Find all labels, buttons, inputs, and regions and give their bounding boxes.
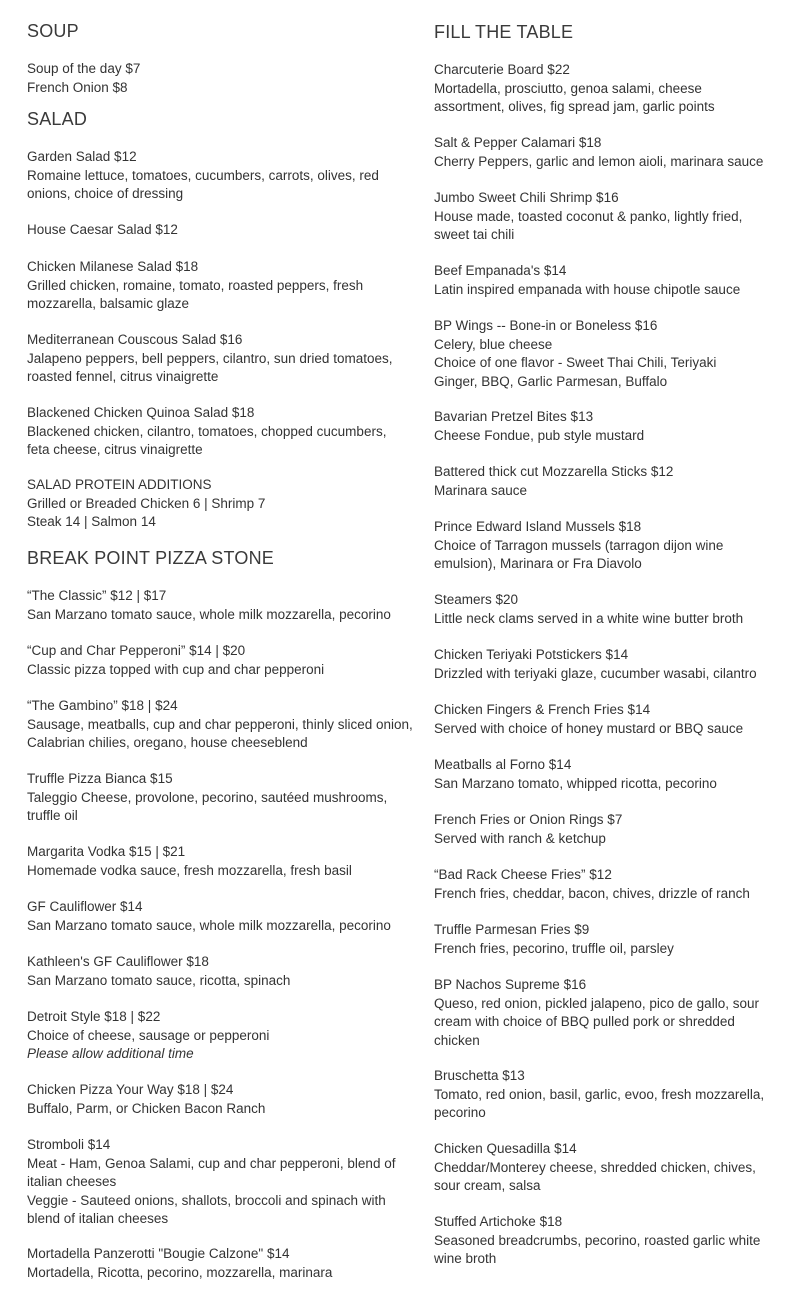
item-description: Veggie - Sauteed onions, shallots, broccoli and spinach with	[27, 1192, 386, 1208]
menu-item-battered-thick-cut-mozzarella-sticks-12	[434, 463, 784, 500]
item-name: BP Wings -- Bone-in or Boneless $16	[434, 318, 658, 333]
item-name: Soup of the day $7	[27, 61, 141, 76]
item-name: “Cup and Char Pepperoni” $14 | $20	[27, 643, 246, 658]
item-description: Blackened chicken, cilantro, tomatoes, chopped cucumbers,	[27, 423, 387, 439]
item-description: Cheese Fondue, pub style mustard	[434, 427, 645, 443]
menu-item-house-caesar-salad-12	[27, 221, 422, 240]
item-name: Chicken Quesadilla $14	[434, 1141, 577, 1156]
menu-item-garden-salad-12	[27, 148, 422, 204]
menu-item-the-gambino-18-24	[27, 697, 422, 753]
item-description: feta cheese, citrus vinaigrette	[27, 442, 203, 457]
item-name: Battered thick cut Mozzarella Sticks $12	[434, 464, 674, 479]
item-description: chicken	[434, 1032, 480, 1048]
item-description: Calabrian chilies, oregano, house cheeseblend	[27, 735, 308, 750]
menu-item-detroit-style-18-22	[27, 1008, 422, 1064]
item-name: Mortadella Panzerotti "Bougie Calzone" $14	[27, 1246, 290, 1261]
menu-item-kathleen-s-gf-cauliflower-18	[27, 953, 422, 990]
item-description: roasted fennel, citrus vinaigrette	[27, 369, 219, 384]
item-description: sweet tai chili	[434, 227, 515, 242]
item-name: Steamers $20	[434, 592, 519, 607]
menu-item-bp-nachos-supreme-16	[434, 976, 784, 1050]
item-name: “The Classic” $12 | $17	[27, 588, 167, 603]
menu-item-charcuterie-board-22	[434, 61, 784, 117]
item-description: Cheddar/Monterey cheese, shredded chicken, chives,	[434, 1159, 756, 1175]
item-note: Please allow additional time	[27, 1046, 194, 1061]
menu-item-salad-protein-additions	[27, 476, 422, 532]
menu-item-truffle-pizza-bianca-15	[27, 770, 422, 826]
item-name: Bavarian Pretzel Bites $13	[434, 409, 594, 424]
menu-item-stuffed-artichoke-18	[434, 1213, 784, 1269]
item-name: Truffle Parmesan Fries $9	[434, 922, 590, 937]
item-description: French fries, pecorino, truffle oil, parsley	[434, 940, 674, 956]
section-title-pizza: BREAK POINT PIZZA STONE	[27, 548, 274, 568]
menu-item-prince-edward-island-mussels-18	[434, 518, 784, 574]
item-name: “The Gambino” $18 | $24	[27, 698, 178, 713]
item-description: Marinara sauce	[434, 482, 528, 498]
item-description: Steak 14 | Salmon 14	[27, 514, 156, 529]
item-description: French fries, cheddar, bacon, chives, drizzle of ranch	[434, 885, 750, 901]
menu-item-chicken-teriyaki-potstickers-14	[434, 646, 784, 683]
menu-item-the-classic-12-17	[27, 587, 422, 624]
item-name: Chicken Pizza Your Way $18 | $24	[27, 1082, 234, 1097]
item-name: French Fries or Onion Rings $7	[434, 812, 623, 827]
section-title-soup: SOUP	[27, 21, 79, 41]
menu-item-chicken-milanese-salad-18	[27, 258, 422, 314]
menu-item-soup-of-the-day-7	[27, 60, 422, 97]
item-description: Homemade vodka sauce, fresh mozzarella, fresh basil	[27, 862, 352, 878]
item-description: Buffalo, Parm, or Chicken Bacon Ranch	[27, 1100, 266, 1116]
item-name: Stuffed Artichoke $18	[434, 1214, 563, 1229]
item-description: House made, toasted coconut & panko, lightly fried,	[434, 208, 743, 224]
menu-item-chicken-fingers-french-fries-14	[434, 701, 784, 738]
item-name: Chicken Teriyaki Potstickers $14	[434, 647, 629, 662]
item-name: Margarita Vodka $15 | $21	[27, 844, 186, 859]
item-description: Celery, blue cheese	[434, 336, 553, 352]
item-description: Little neck clams served in a white wine butter broth	[434, 610, 744, 626]
item-name: Chicken Milanese Salad $18	[27, 259, 199, 274]
item-description: Ginger, BBQ, Garlic Parmesan, Buffalo	[434, 373, 668, 389]
item-description: truffle oil	[27, 808, 78, 823]
item-description: Mortadella, prosciutto, genoa salami, cheese	[434, 80, 702, 96]
item-description: Cherry Peppers, garlic and lemon aioli, marinara sauce	[434, 153, 764, 169]
item-description: wine broth	[434, 1251, 497, 1266]
menu-item-blackened-chicken-quinoa-salad-18	[27, 404, 422, 460]
item-description: Tomato, red onion, basil, garlic, evoo, fresh mozzarella,	[434, 1086, 765, 1102]
item-description: cream with choice of BBQ pulled pork or shredded	[434, 1014, 735, 1029]
item-name: GF Cauliflower $14	[27, 899, 143, 914]
item-description: Choice of Tarragon mussels (tarragon dijon wine	[434, 537, 724, 553]
item-name: Prince Edward Island Mussels $18	[434, 519, 642, 534]
item-name: SALAD PROTEIN ADDITIONS	[27, 477, 212, 492]
menu-item-jumbo-sweet-chili-shrimp-16	[434, 189, 784, 245]
menu-item-salt-pepper-calamari-18	[434, 134, 784, 171]
item-description: sour cream, salsa	[434, 1178, 541, 1193]
menu-item-bavarian-pretzel-bites-13	[434, 408, 784, 445]
menu-item-french-fries-or-onion-rings-7	[434, 811, 784, 848]
item-description: pecorino	[434, 1105, 486, 1120]
item-name: Salt & Pepper Calamari $18	[434, 135, 602, 150]
menu-item-chicken-quesadilla-14	[434, 1140, 784, 1196]
item-name: “Bad Rack Cheese Fries” $12	[434, 867, 612, 882]
item-description: French Onion $8	[27, 79, 128, 95]
item-description: Seasoned breadcrumbs, pecorino, roasted garlic white	[434, 1232, 761, 1248]
item-name: Blackened Chicken Quinoa Salad $18	[27, 405, 255, 420]
item-description: San Marzano tomato sauce, ricotta, spinach	[27, 972, 291, 988]
menu-item-beef-empanada-s-14	[434, 262, 784, 299]
menu-item-steamers-20	[434, 591, 784, 628]
section-title-fill: FILL THE TABLE	[434, 22, 574, 42]
menu-item-bp-wings-bone-in-or-boneless-16	[434, 317, 784, 391]
item-description: San Marzano tomato sauce, whole milk mozzarella, pecorino	[27, 917, 391, 933]
item-description: Drizzled with teriyaki glaze, cucumber wasabi, cilantro	[434, 665, 757, 681]
item-name: Chicken Fingers & French Fries $14	[434, 702, 651, 717]
item-name: Garden Salad $12	[27, 149, 137, 164]
item-name: Stromboli $14	[27, 1137, 111, 1152]
menu-item-chicken-pizza-your-way-18-24	[27, 1081, 422, 1118]
item-description: Grilled or Breaded Chicken 6 | Shrimp 7	[27, 495, 266, 511]
item-description: Served with choice of honey mustard or BBQ sauce	[434, 720, 744, 736]
item-description: Choice of one flavor - Sweet Thai Chili, Teriyaki	[434, 355, 717, 370]
item-description: Classic pizza topped with cup and char pepperoni	[27, 661, 325, 677]
item-description: Sausage, meatballs, cup and char pepperoni, thinly sliced onion,	[27, 716, 413, 732]
menu-item-bruschetta-13	[434, 1067, 784, 1123]
menu-item-cup-and-char-pepperoni-14-20	[27, 642, 422, 679]
item-description: Queso, red onion, pickled jalapeno, pico de gallo, sour	[434, 995, 759, 1011]
section-title-salad: SALAD	[27, 109, 88, 129]
menu-item-margarita-vodka-15-21	[27, 843, 422, 880]
item-description: Mortadella, Ricotta, pecorino, mozzarella, marinara	[27, 1264, 333, 1280]
item-name: Jumbo Sweet Chili Shrimp $16	[434, 190, 619, 205]
item-description: Taleggio Cheese, provolone, pecorino, sautéed mushrooms,	[27, 789, 388, 805]
item-name: Charcuterie Board $22	[434, 62, 570, 77]
item-name: Beef Empanada's $14	[434, 263, 567, 278]
item-name: BP Nachos Supreme $16	[434, 977, 587, 992]
menu-item-mortadella-panzerotti-bougie-calzone-14	[27, 1245, 422, 1282]
item-description: assortment, olives, fig spread jam, garlic points	[434, 99, 715, 114]
menu-item-meatballs-al-forno-14	[434, 756, 784, 793]
menu-item-stromboli-14	[27, 1136, 422, 1229]
menu-item-mediterranean-couscous-salad-16	[27, 331, 422, 387]
item-description: blend of italian cheeses	[27, 1211, 169, 1226]
item-description: Choice of cheese, sausage or pepperoni	[27, 1027, 270, 1043]
item-name: Kathleen's GF Cauliflower $18	[27, 954, 209, 969]
item-description: San Marzano tomato sauce, whole milk mozzarella, pecorino	[27, 606, 391, 622]
item-description: emulsion), Marinara or Fra Diavolo	[434, 556, 642, 571]
menu-item-bad-rack-cheese-fries-12	[434, 866, 784, 903]
item-description: mozzarella, balsamic glaze	[27, 296, 190, 311]
item-description: Latin inspired empanada with house chipotle sauce	[434, 281, 741, 297]
item-description: Served with ranch & ketchup	[434, 830, 606, 846]
item-description: Romaine lettuce, tomatoes, cucumbers, carrots, olives, red	[27, 167, 379, 183]
item-name: House Caesar Salad $12	[27, 222, 178, 237]
item-description: italian cheeses	[27, 1174, 117, 1189]
item-description: Meat - Ham, Genoa Salami, cup and char pepperoni, blend of	[27, 1155, 396, 1171]
item-description: Grilled chicken, romaine, tomato, roasted peppers, fresh	[27, 277, 364, 293]
menu-item-truffle-parmesan-fries-9	[434, 921, 784, 958]
item-name: Mediterranean Couscous Salad $16	[27, 332, 243, 347]
item-name: Meatballs al Forno $14	[434, 757, 572, 772]
item-name: Bruschetta $13	[434, 1068, 525, 1083]
item-description: Jalapeno peppers, bell peppers, cilantro, sun dried tomatoes,	[27, 350, 393, 366]
item-name: Truffle Pizza Bianca $15	[27, 771, 173, 786]
item-description: onions, choice of dressing	[27, 186, 184, 201]
item-name: Detroit Style $18 | $22	[27, 1009, 161, 1024]
item-description: San Marzano tomato, whipped ricotta, pecorino	[434, 775, 717, 791]
menu-item-gf-cauliflower-14	[27, 898, 422, 935]
